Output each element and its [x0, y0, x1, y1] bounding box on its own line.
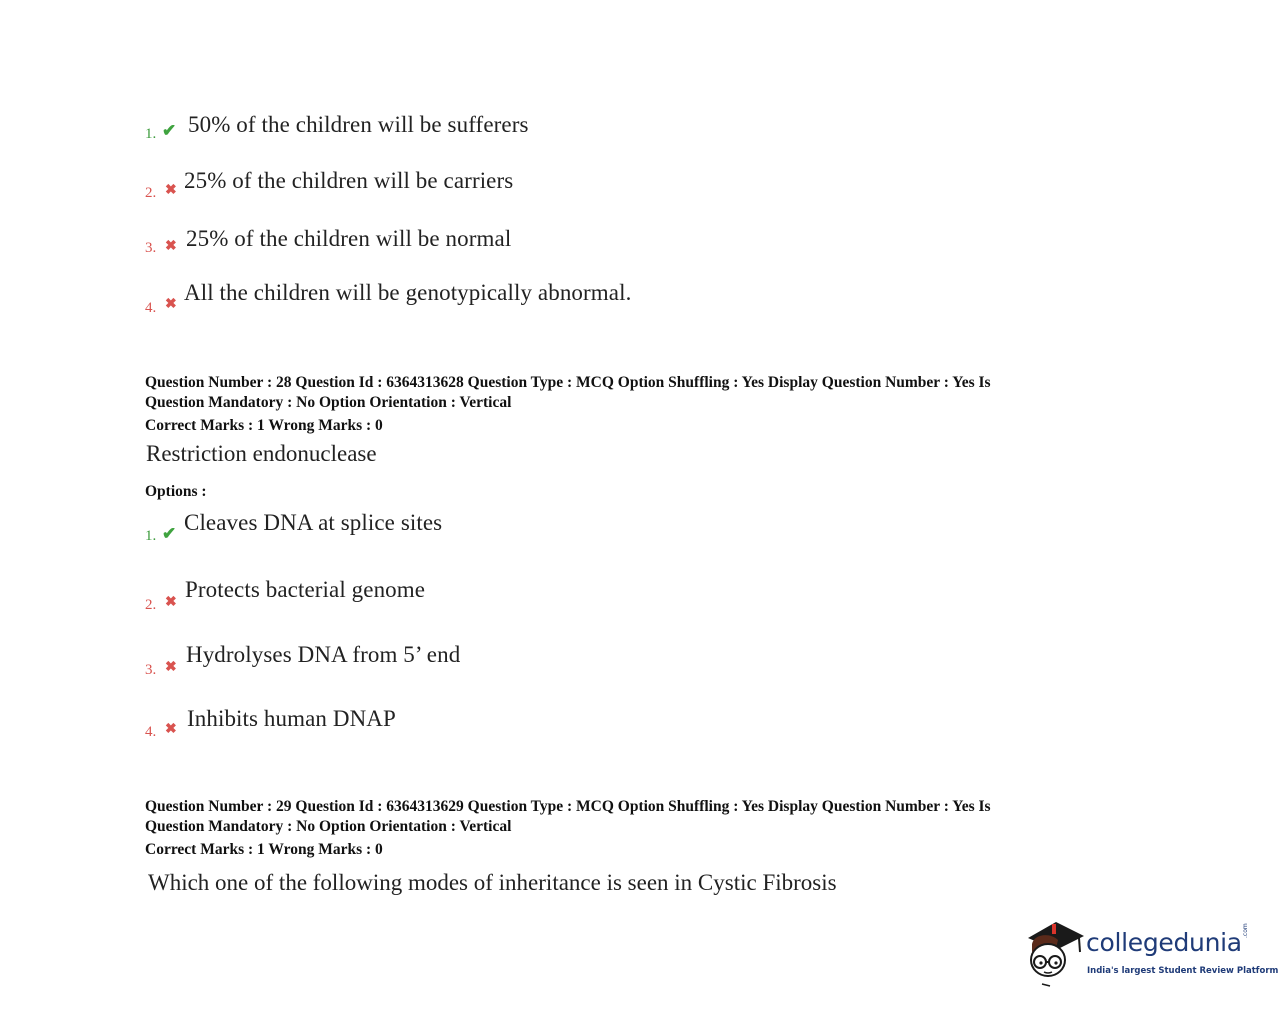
question-meta — [145, 373, 1105, 413]
question-meta-line2: Question Mandatory : No Option Orientation : Vertical — [145, 394, 512, 411]
cross-icon: ✖ — [165, 183, 177, 198]
question-marks: Correct Marks : 1 Wrong Marks : 0 — [145, 417, 383, 434]
question-text: Which one of the following modes of inheritance is seen in Cystic Fibrosis — [148, 870, 837, 895]
question-marks: Correct Marks : 1 Wrong Marks : 0 — [145, 841, 383, 858]
check-icon: ✔ — [162, 524, 177, 543]
option-number: 3. — [145, 240, 157, 256]
option-1 — [145, 112, 945, 152]
brand-name: collegedunia — [1086, 928, 1242, 957]
option-4 — [145, 706, 945, 746]
brand-tagline: India's largest Student Review Platform — [1087, 966, 1279, 976]
option-text: Hydrolyses DNA from 5’ end — [186, 642, 461, 667]
option-4 — [145, 280, 945, 320]
option-2 — [145, 168, 945, 208]
collegedunia-logo — [1024, 918, 1279, 990]
option-text: 25% of the children will be carriers — [184, 168, 514, 193]
question-meta — [145, 797, 1105, 837]
question-text: Restriction endonuclease — [146, 441, 377, 466]
option-text: 25% of the children will be normal — [186, 226, 512, 251]
cross-icon: ✖ — [165, 722, 177, 737]
cross-icon: ✖ — [165, 297, 177, 312]
brand-suffix: .com — [1242, 923, 1249, 938]
check-icon: ✔ — [162, 121, 177, 140]
question-meta-line2: Question Mandatory : No Option Orientation : Vertical — [145, 818, 512, 835]
cross-icon: ✖ — [165, 239, 177, 254]
cross-icon: ✖ — [165, 660, 177, 675]
option-number: 2. — [145, 185, 157, 201]
question-meta-line1: Question Number : 28 Question Id : 6364313628 Question Type : MCQ Option Shuffling : Yes Display Question Number : Yes Is — [145, 374, 991, 391]
option-3 — [145, 642, 945, 682]
option-2 — [145, 577, 945, 617]
option-text: Inhibits human DNAP — [187, 706, 396, 731]
mascot-icon — [1024, 918, 1086, 988]
option-number: 4. — [145, 724, 157, 740]
option-text: Protects bacterial genome — [185, 577, 426, 602]
option-text: 50% of the children will be sufferers — [188, 112, 529, 137]
option-number: 4. — [145, 300, 157, 316]
option-1 — [145, 510, 945, 550]
option-number: 2. — [145, 597, 157, 613]
question-meta-line1: Question Number : 29 Question Id : 6364313629 Question Type : MCQ Option Shuffling : Yes Display Question Number : Yes Is — [145, 798, 991, 815]
option-number: 1. — [145, 528, 157, 544]
option-text: All the children will be genotypically abnormal. — [184, 280, 632, 305]
options-label: Options : — [145, 483, 207, 500]
option-number: 3. — [145, 662, 157, 678]
option-text: Cleaves DNA at splice sites — [184, 510, 443, 535]
cross-icon: ✖ — [165, 595, 177, 610]
option-3 — [145, 226, 945, 266]
option-number: 1. — [145, 126, 157, 142]
